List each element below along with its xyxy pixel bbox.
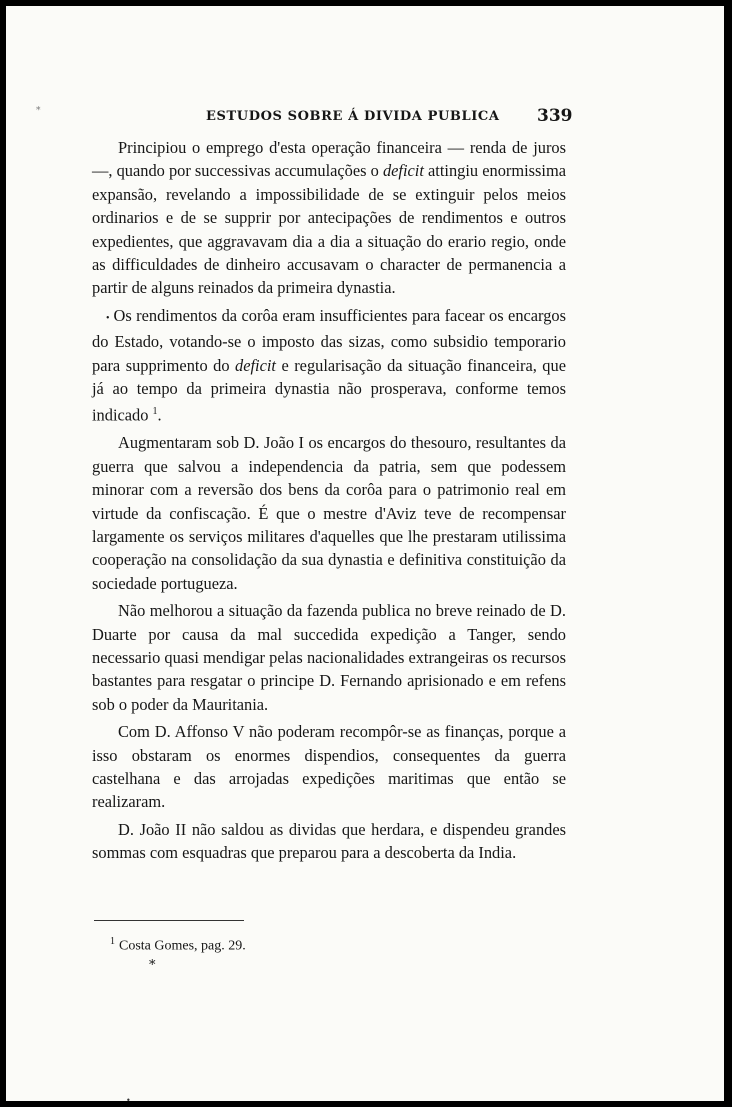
footnote-text: Costa Gomes, pag. 29. <box>119 938 246 954</box>
paragraph <box>92 136 566 300</box>
paragraph <box>92 599 566 716</box>
paragraph <box>92 818 566 865</box>
paragraph <box>92 304 566 428</box>
text-run: . <box>157 405 162 425</box>
text-run: D. João II não saldou as dividas que herdara, e dispendeu grandes sommas com esquadras que preparou para a descoberta da India. <box>92 819 566 863</box>
text-run: e regularisação da situação financeira, que já ao tempo da primeira dynastia não prosperava, conforme temos indicado <box>92 355 566 425</box>
page-number: 339 <box>537 106 573 126</box>
italic-term: deficit <box>382 161 424 181</box>
paragraph <box>92 431 566 595</box>
footnote-reference: 1 <box>152 406 158 418</box>
text-run: Com D. Affonso V não poderam recompôr-se as finanças, porque a isso obstaram os enormes dispendios, consequentes da guerra castelhana e das arrojadas expedições maritimas que então se realizaram. <box>92 722 566 812</box>
asterisk-mark: * <box>149 958 156 973</box>
running-head: ESTUDOS SOBRE Á DIVIDA PUBLICA <box>206 109 500 124</box>
text-run: attingiu enormissima expansão, revelando a impossibilidade de se extinguir pelos meios ordinarios e de se supprir por antecipações de rendimentos e outros expedientes, que aggravavam dia a dia a situação do erario regio, onde as difficuldades de dinheiro accusavam o character de permanencia a partir de alguns reinados da primeira dynastia. <box>92 161 566 298</box>
footnote <box>110 936 246 955</box>
footnote-marker: 1 <box>110 936 115 947</box>
paragraph-bullet: • <box>106 312 110 324</box>
page-mark-top: * <box>36 106 41 116</box>
body-text <box>92 136 566 869</box>
text-run: Principiou o emprego d'esta operação financeira — renda de juros —, quando por successivas accumulações o <box>92 138 566 181</box>
page-mark-bottom: • <box>126 1096 131 1105</box>
book-page <box>6 6 724 1105</box>
paragraph <box>92 720 566 814</box>
footnote-rule <box>94 920 244 921</box>
text-run: Augmentaram sob D. João I os encargos do thesouro, resultantes da guerra que salvou a independencia da patria, sem que podessem minorar com a reversão dos bens da corôa para o patrimonio real em virtude da confiscação. É que o mestre d'Aviz teve de recompensar largamente os serviços militares d'aquelles que lhe prestaram utilissima cooperação na consolidação da sua dynastia e definitiva constituição da sociedade portugueza. <box>92 433 566 593</box>
text-run: Os rendimentos da corôa eram insufficientes para facear os encargos do Estado, votando-se o imposto das sizas, como subsidio temporario para supprimento do <box>92 305 566 375</box>
text-run: Não melhorou a situação da fazenda publica no breve reinado de D. Duarte por causa da mal succedida expedição a Tanger, sendo necessario quasi mendigar pelas nacionalidades extrangeiras os recursos bastantes para resgatar o principe D. Fernando aprisionado e em refens sob o poder da Mauritania. <box>92 601 566 714</box>
italic-term: deficit <box>235 355 276 375</box>
